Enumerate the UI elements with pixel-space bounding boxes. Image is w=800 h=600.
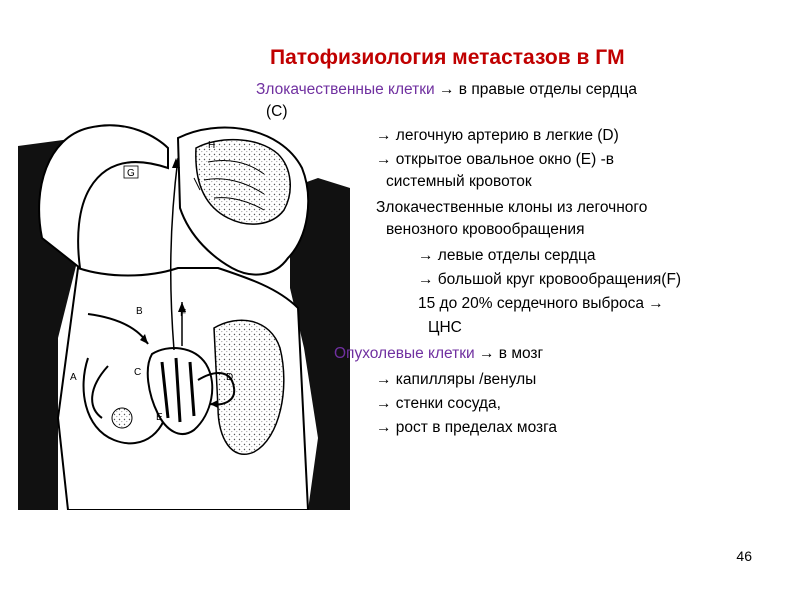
text-line-4-cont: венозного кровообращения xyxy=(386,221,585,238)
figure-label-b: B xyxy=(136,306,143,317)
text-line-3-cont: системный кровоток xyxy=(386,173,532,190)
figure-label-g: G xyxy=(127,168,135,179)
figure-label-d: D xyxy=(226,372,234,383)
text-line-8: Опухолевые клетки → в мозг xyxy=(334,345,544,362)
text-line-4: Злокачественные клоны из легочного xyxy=(376,199,648,216)
page-number: 46 xyxy=(736,548,752,564)
text-line-7: 15 до 20% сердечного выброса → xyxy=(418,295,664,312)
figure-label-a: A xyxy=(70,372,77,383)
highlight-tumor-cells: Опухолевые клетки xyxy=(334,345,475,362)
highlight-malignant-cells: Злокачественные клетки xyxy=(256,81,435,98)
text-line-2: → легочную артерию в легкие (D) xyxy=(376,127,619,144)
figure-label-h: H xyxy=(208,140,216,151)
slide-title: Патофизиология метастазов в ГМ xyxy=(270,46,625,69)
text-line-1-rest: → в правые отделы сердца xyxy=(434,81,637,98)
figure-label-e: E xyxy=(156,412,163,423)
text-line-10: → стенки сосуда, xyxy=(376,395,501,412)
text-line-1-cont: (С) xyxy=(266,103,288,120)
figure-label-f: F xyxy=(180,308,187,319)
text-line-1 xyxy=(256,80,637,100)
text-line-7-cont: ЦНС xyxy=(428,319,462,336)
text-line-9: → капилляры /венулы xyxy=(376,371,537,388)
text-line-5: → левые отделы сердца xyxy=(418,247,596,264)
text-line-11: → рост в пределах мозга xyxy=(376,419,558,436)
text-line-6: → большой круг кровообращения(F) xyxy=(418,271,682,288)
text-line-3: → открытое овальное окно (Е) -в xyxy=(376,151,614,168)
figure-label-c: C xyxy=(134,367,142,378)
